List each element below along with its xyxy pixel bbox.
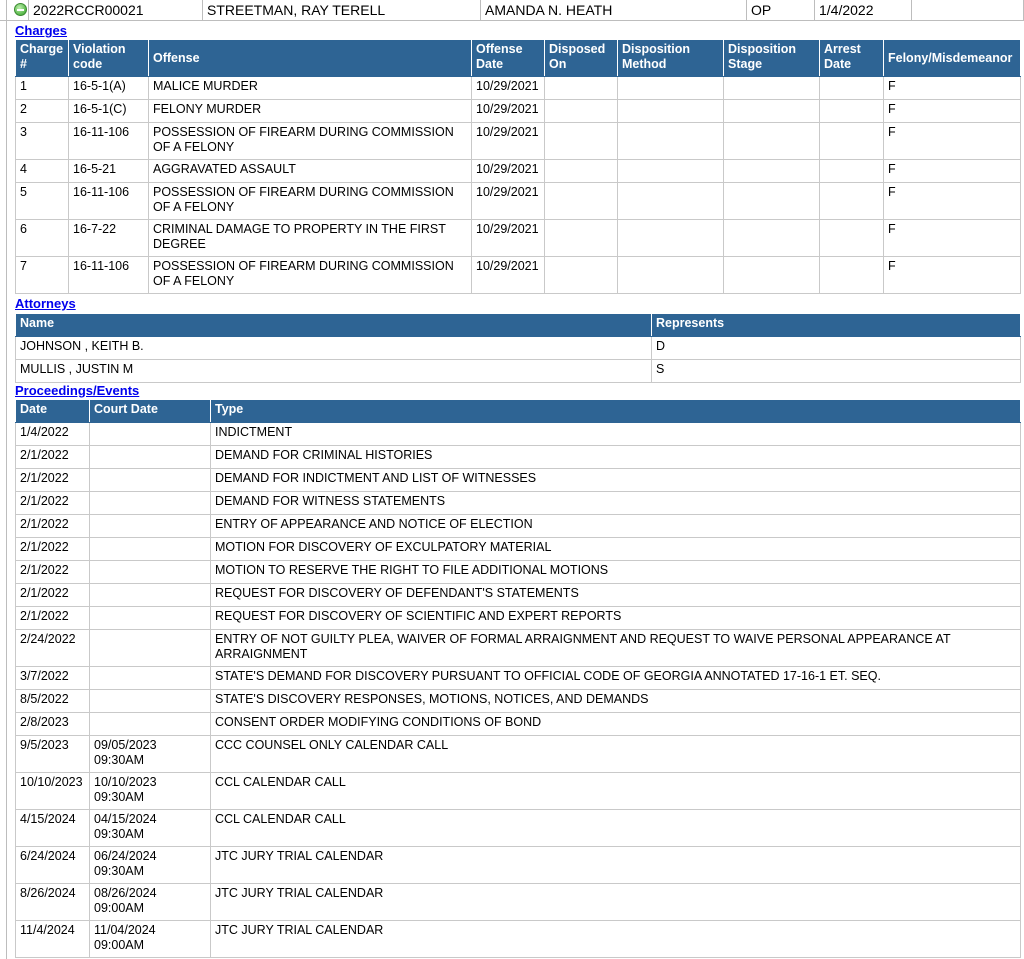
event-date: 3/7/2022: [16, 667, 90, 690]
offense-date: 10/29/2021: [472, 77, 545, 100]
event-type: ENTRY OF APPEARANCE AND NOTICE OF ELECTION: [211, 515, 1021, 538]
proceedings-link[interactable]: Proceedings/Events: [15, 383, 140, 398]
col-date: Date: [16, 400, 90, 423]
charge-row: [16, 77, 1021, 100]
charge-number: 1: [16, 77, 69, 100]
violation-code: 16-5-1(A): [69, 77, 149, 100]
disposed-on: [545, 160, 618, 183]
offense-date: 10/29/2021: [472, 123, 545, 160]
felony-misdemeanor: F: [884, 77, 1021, 100]
violation-code: 16-11-106: [69, 123, 149, 160]
col-attorney-name: Name: [16, 314, 652, 337]
charge-row: [16, 100, 1021, 123]
court-date: 09/05/2023 09:30AM: [90, 736, 211, 773]
proceeding-row: [16, 921, 1021, 958]
court-date: [90, 423, 211, 446]
event-date: 4/15/2024: [16, 810, 90, 847]
proceeding-row: [16, 538, 1021, 561]
col-offense: Offense: [149, 40, 472, 77]
col-arrest-date: Arrest Date: [820, 40, 884, 77]
violation-code: 16-11-106: [69, 257, 149, 294]
event-date: 2/1/2022: [16, 538, 90, 561]
disposition-stage: [724, 100, 820, 123]
proceeding-row: [16, 469, 1021, 492]
disposition-method: [618, 160, 724, 183]
event-type: JTC JURY TRIAL CALENDAR: [211, 884, 1021, 921]
offense: MALICE MURDER: [149, 77, 472, 100]
event-type: STATE'S DEMAND FOR DISCOVERY PURSUANT TO OFFICIAL CODE OF GEORGIA ANNOTATED 17-16-1 ET. SEQ.: [211, 667, 1021, 690]
offense: POSSESSION OF FIREARM DURING COMMISSION OF A FELONY: [149, 123, 472, 160]
disposition-method: [618, 183, 724, 220]
attorney-row: [16, 337, 1021, 360]
offense-date: 10/29/2021: [472, 257, 545, 294]
court-date: [90, 630, 211, 667]
col-felony-misdemeanor: Felony/Misdemeanor: [884, 40, 1021, 77]
event-type: INDICTMENT: [211, 423, 1021, 446]
charge-number: 4: [16, 160, 69, 183]
violation-code: 16-7-22: [69, 220, 149, 257]
court-date: [90, 538, 211, 561]
attorney-name: MULLIS , JUSTIN M: [16, 360, 652, 383]
empty-cell: [911, 0, 1024, 20]
charge-number: 3: [16, 123, 69, 160]
court-date: 04/15/2024 09:30AM: [90, 810, 211, 847]
disposed-on: [545, 257, 618, 294]
event-type: DEMAND FOR WITNESS STATEMENTS: [211, 492, 1021, 515]
event-date: 6/24/2024: [16, 847, 90, 884]
event-date: 2/1/2022: [16, 607, 90, 630]
col-disposition-stage: Disposition Stage: [724, 40, 820, 77]
col-represents: Represents: [652, 314, 1021, 337]
event-date: 11/4/2024: [16, 921, 90, 958]
event-type: REQUEST FOR DISCOVERY OF DEFENDANT'S STATEMENTS: [211, 584, 1021, 607]
case-number: 2022RCCR00021: [28, 0, 202, 20]
charge-number: 6: [16, 220, 69, 257]
event-type: CCC COUNSEL ONLY CALENDAR CALL: [211, 736, 1021, 773]
proceeding-row: [16, 713, 1021, 736]
felony-misdemeanor: F: [884, 183, 1021, 220]
arrest-date: [820, 257, 884, 294]
open-status-icon[interactable]: [14, 3, 27, 16]
event-type: DEMAND FOR CRIMINAL HISTORIES: [211, 446, 1021, 469]
violation-code: 16-11-106: [69, 183, 149, 220]
felony-misdemeanor: F: [884, 160, 1021, 183]
offense-date: 10/29/2021: [472, 220, 545, 257]
charge-number: 5: [16, 183, 69, 220]
court-date: [90, 515, 211, 538]
court-date: [90, 492, 211, 515]
offense: FELONY MURDER: [149, 100, 472, 123]
disposition-method: [618, 123, 724, 160]
court-date: [90, 469, 211, 492]
proceeding-row: [16, 884, 1021, 921]
arrest-date: [820, 77, 884, 100]
court-date: 11/04/2024 09:00AM: [90, 921, 211, 958]
court-date: [90, 561, 211, 584]
violation-code: 16-5-21: [69, 160, 149, 183]
attorney-name: JOHNSON , KEITH B.: [16, 337, 652, 360]
event-date: 2/1/2022: [16, 469, 90, 492]
status-icon-cell: [6, 0, 28, 20]
filed-date: 1/4/2022: [814, 0, 911, 20]
felony-misdemeanor: F: [884, 100, 1021, 123]
event-date: 2/8/2023: [16, 713, 90, 736]
proceeding-row: [16, 607, 1021, 630]
judge-name: AMANDA N. HEATH: [480, 0, 746, 20]
col-disposed-on: Disposed On: [545, 40, 618, 77]
proceeding-row: [16, 736, 1021, 773]
col-disposition-method: Disposition Method: [618, 40, 724, 77]
disposition-stage: [724, 77, 820, 100]
attorneys-table: [15, 313, 1021, 383]
event-date: 2/1/2022: [16, 584, 90, 607]
event-type: ENTRY OF NOT GUILTY PLEA, WAIVER OF FORMAL ARRAIGNMENT AND REQUEST TO WAIVE PERSONAL APPEARANCE AT ARRAIGNMENT: [211, 630, 1021, 667]
court-date: 06/24/2024 09:30AM: [90, 847, 211, 884]
event-date: 2/1/2022: [16, 561, 90, 584]
court-date: [90, 584, 211, 607]
represents: D: [652, 337, 1021, 360]
event-date: 8/5/2022: [16, 690, 90, 713]
event-date: 2/24/2022: [16, 630, 90, 667]
proceedings-header-row: [16, 400, 1021, 423]
charges-header-row: [16, 40, 1021, 77]
court-date: [90, 607, 211, 630]
event-date: 2/1/2022: [16, 492, 90, 515]
disposed-on: [545, 183, 618, 220]
felony-misdemeanor: F: [884, 220, 1021, 257]
col-violation-code: Violation code: [69, 40, 149, 77]
event-date: 10/10/2023: [16, 773, 90, 810]
event-date: 2/1/2022: [16, 515, 90, 538]
charge-row: [16, 257, 1021, 294]
defendant-name: STREETMAN, RAY TERELL: [202, 0, 480, 20]
charges-link[interactable]: Charges: [15, 23, 68, 38]
proceeding-row: [16, 584, 1021, 607]
event-type: CONSENT ORDER MODIFYING CONDITIONS OF BOND: [211, 713, 1021, 736]
event-date: 1/4/2022: [16, 423, 90, 446]
event-date: 8/26/2024: [16, 884, 90, 921]
proceeding-row: [16, 667, 1021, 690]
proceeding-row: [16, 423, 1021, 446]
event-type: MOTION TO RESERVE THE RIGHT TO FILE ADDITIONAL MOTIONS: [211, 561, 1021, 584]
disposition-method: [618, 220, 724, 257]
court-date: 08/26/2024 09:00AM: [90, 884, 211, 921]
event-type: DEMAND FOR INDICTMENT AND LIST OF WITNESSES: [211, 469, 1021, 492]
court-date: [90, 690, 211, 713]
charge-row: [16, 123, 1021, 160]
court-date: [90, 713, 211, 736]
col-type: Type: [211, 400, 1021, 423]
col-court-date: Court Date: [90, 400, 211, 423]
proceeding-row: [16, 515, 1021, 538]
disposition-stage: [724, 220, 820, 257]
proceeding-row: [16, 690, 1021, 713]
event-date: 9/5/2023: [16, 736, 90, 773]
event-type: CCL CALENDAR CALL: [211, 810, 1021, 847]
court-date: 10/10/2023 09:30AM: [90, 773, 211, 810]
disposition-stage: [724, 160, 820, 183]
attorneys-header-row: [16, 314, 1021, 337]
proceeding-row: [16, 446, 1021, 469]
event-type: JTC JURY TRIAL CALENDAR: [211, 847, 1021, 884]
col-charge-number: Charge #: [16, 40, 69, 77]
offense: AGGRAVATED ASSAULT: [149, 160, 472, 183]
disposition-stage: [724, 123, 820, 160]
offense: CRIMINAL DAMAGE TO PROPERTY IN THE FIRST DEGREE: [149, 220, 472, 257]
felony-misdemeanor: F: [884, 123, 1021, 160]
attorney-row: [16, 360, 1021, 383]
attorneys-link[interactable]: Attorneys: [15, 296, 76, 311]
disposition-method: [618, 77, 724, 100]
offense: POSSESSION OF FIREARM DURING COMMISSION OF A FELONY: [149, 257, 472, 294]
frame-border: [6, 20, 7, 959]
represents: S: [652, 360, 1021, 383]
court-date: [90, 446, 211, 469]
event-type: CCL CALENDAR CALL: [211, 773, 1021, 810]
offense-date: 10/29/2021: [472, 160, 545, 183]
disposed-on: [545, 100, 618, 123]
proceeding-row: [16, 773, 1021, 810]
arrest-date: [820, 183, 884, 220]
event-type: STATE'S DISCOVERY RESPONSES, MOTIONS, NOTICES, AND DEMANDS: [211, 690, 1021, 713]
charge-row: [16, 183, 1021, 220]
event-type: REQUEST FOR DISCOVERY OF SCIENTIFIC AND EXPERT REPORTS: [211, 607, 1021, 630]
court-date: [90, 667, 211, 690]
event-type: JTC JURY TRIAL CALENDAR: [211, 921, 1021, 958]
case-status: OP: [746, 0, 814, 20]
proceedings-table: [15, 399, 1021, 958]
offense-date: 10/29/2021: [472, 100, 545, 123]
proceeding-row: [16, 810, 1021, 847]
proceeding-row: [16, 630, 1021, 667]
offense: POSSESSION OF FIREARM DURING COMMISSION OF A FELONY: [149, 183, 472, 220]
charge-number: 7: [16, 257, 69, 294]
offense-date: 10/29/2021: [472, 183, 545, 220]
proceeding-row: [16, 561, 1021, 584]
disposition-method: [618, 100, 724, 123]
charges-table: [15, 39, 1021, 294]
proceeding-row: [16, 492, 1021, 515]
disposed-on: [545, 123, 618, 160]
arrest-date: [820, 100, 884, 123]
disposition-method: [618, 257, 724, 294]
disposed-on: [545, 220, 618, 257]
disposition-stage: [724, 257, 820, 294]
charge-row: [16, 160, 1021, 183]
disposition-stage: [724, 183, 820, 220]
col-offense-date: Offense Date: [472, 40, 545, 77]
felony-misdemeanor: F: [884, 257, 1021, 294]
arrest-date: [820, 123, 884, 160]
arrest-date: [820, 220, 884, 257]
arrest-date: [820, 160, 884, 183]
violation-code: 16-5-1(C): [69, 100, 149, 123]
charge-number: 2: [16, 100, 69, 123]
charge-row: [16, 220, 1021, 257]
event-type: MOTION FOR DISCOVERY OF EXCULPATORY MATERIAL: [211, 538, 1021, 561]
event-date: 2/1/2022: [16, 446, 90, 469]
disposed-on: [545, 77, 618, 100]
proceeding-row: [16, 847, 1021, 884]
case-summary-row: [0, 0, 1024, 21]
